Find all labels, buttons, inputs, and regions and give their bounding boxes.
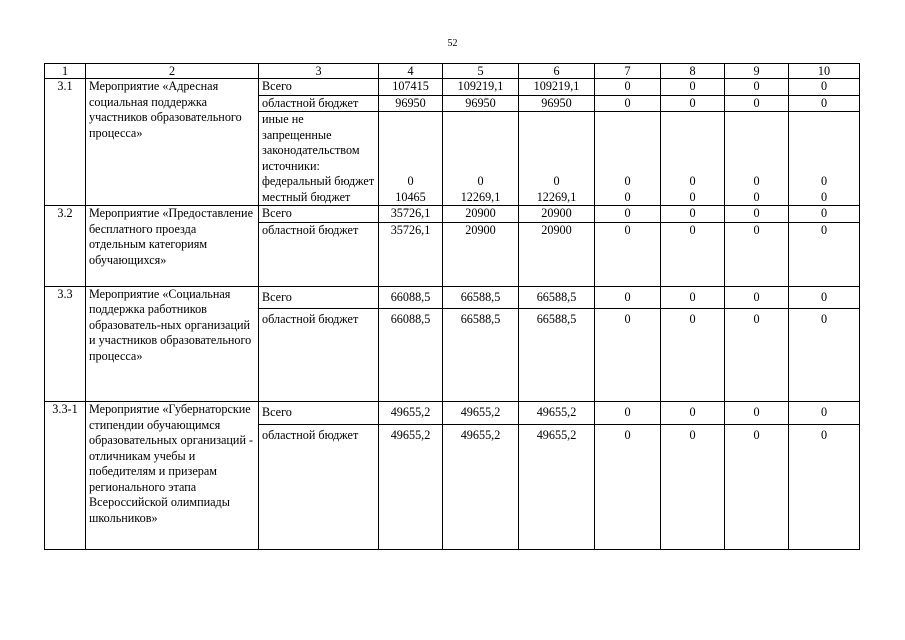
value-cell: 66088,5 xyxy=(379,309,443,402)
column-header: 10 xyxy=(789,64,860,79)
value-cell: 107415 xyxy=(379,79,443,96)
column-header: 9 xyxy=(725,64,789,79)
funding-source: областной бюджет xyxy=(259,95,379,112)
value-cell: 0 xyxy=(725,190,789,206)
value-cell: 0 xyxy=(725,286,789,309)
value-cell: 0 xyxy=(725,424,789,549)
value-cell: 0 xyxy=(661,286,725,309)
value-cell: 0 xyxy=(661,174,725,190)
table-row xyxy=(45,79,860,96)
row-number: 3.1 xyxy=(45,79,86,206)
row-number: 3.2 xyxy=(45,206,86,287)
value-cell: 0 xyxy=(789,79,860,96)
column-header: 8 xyxy=(661,64,725,79)
row-number: 3.3 xyxy=(45,286,86,402)
value-cell: 0 xyxy=(595,286,661,309)
table-row xyxy=(45,206,860,223)
value-cell: 0 xyxy=(725,402,789,425)
column-header: 3 xyxy=(259,64,379,79)
value-cell: 49655,2 xyxy=(379,402,443,425)
funding-source: Всего xyxy=(259,402,379,425)
value-cell: 20900 xyxy=(519,206,595,223)
value-cell: 49655,2 xyxy=(443,424,519,549)
funding-source: областной бюджет xyxy=(259,424,379,549)
budget-table xyxy=(44,63,860,550)
value-cell: 0 xyxy=(725,79,789,96)
value-cell: 10465 xyxy=(379,190,443,206)
value-cell: 0 xyxy=(725,174,789,190)
value-cell: 0 xyxy=(661,79,725,96)
table-row xyxy=(45,286,860,309)
value-cell: 0 xyxy=(595,174,661,190)
funding-source: областной бюджет xyxy=(259,309,379,402)
funding-source: Всего xyxy=(259,286,379,309)
value-cell: 96950 xyxy=(443,95,519,112)
value-cell: 0 xyxy=(789,424,860,549)
value-cell: 66588,5 xyxy=(443,286,519,309)
value-cell: 0 xyxy=(661,95,725,112)
value-cell: 0 xyxy=(661,206,725,223)
value-cell: 109219,1 xyxy=(443,79,519,96)
value-cell: 0 xyxy=(789,222,860,286)
value-cell: 0 xyxy=(789,286,860,309)
value-cell: 49655,2 xyxy=(443,402,519,425)
value-cell: 0 xyxy=(789,402,860,425)
value-cell: 0 xyxy=(379,174,443,190)
measure-name: Мероприятие «Предоставление бесплатного проезда отдельным категориям обучающихся» xyxy=(86,206,259,287)
funding-source: областной бюджет xyxy=(259,222,379,286)
value-cell: 12269,1 xyxy=(443,190,519,206)
column-header: 5 xyxy=(443,64,519,79)
value-cell: 0 xyxy=(789,190,860,206)
value-cell: 66588,5 xyxy=(519,309,595,402)
value-cell: 12269,1 xyxy=(519,190,595,206)
funding-source: местный бюджет xyxy=(259,190,379,206)
value-cell: 0 xyxy=(661,402,725,425)
value-cell: 0 xyxy=(595,424,661,549)
value-cell: 0 xyxy=(661,190,725,206)
value-cell: 35726,1 xyxy=(379,206,443,223)
funding-source: иные не запрещенные законодательством источники: xyxy=(259,112,379,175)
column-header: 4 xyxy=(379,64,443,79)
value-cell: 0 xyxy=(725,95,789,112)
value-cell: 20900 xyxy=(519,222,595,286)
value-cell: 0 xyxy=(789,206,860,223)
value-cell: 0 xyxy=(595,309,661,402)
value-cell: 0 xyxy=(595,190,661,206)
value-cell: 49655,2 xyxy=(519,402,595,425)
measure-name: Мероприятие «Губернаторские стипендии обучающимся образовательных организаций - отличникам учебы и победителям и призерам регионального этапа Всероссийской олимпиады школьников» xyxy=(86,402,259,550)
column-header: 1 xyxy=(45,64,86,79)
value-cell: 0 xyxy=(519,174,595,190)
value-cell: 0 xyxy=(789,174,860,190)
value-cell: 0 xyxy=(595,79,661,96)
page-number: 52 xyxy=(447,38,458,49)
value-cell: 96950 xyxy=(379,95,443,112)
value-cell: 49655,2 xyxy=(519,424,595,549)
value-cell: 49655,2 xyxy=(379,424,443,549)
table-row xyxy=(45,402,860,425)
header-row xyxy=(45,64,860,79)
value-cell: 0 xyxy=(661,222,725,286)
funding-source: Всего xyxy=(259,79,379,96)
value-cell: 0 xyxy=(661,424,725,549)
value-cell: 20900 xyxy=(443,222,519,286)
value-cell: 35726,1 xyxy=(379,222,443,286)
value-cell: 109219,1 xyxy=(519,79,595,96)
measure-name: Мероприятие «Социальная поддержка работников образователь-ных организаций и участников образовательного процесса» xyxy=(86,286,259,402)
value-cell: 0 xyxy=(725,309,789,402)
value-cell: 0 xyxy=(595,95,661,112)
value-cell: 66588,5 xyxy=(443,309,519,402)
row-number: 3.3-1 xyxy=(45,402,86,550)
funding-source: федеральный бюджет xyxy=(259,174,379,190)
value-cell: 0 xyxy=(443,174,519,190)
value-cell: 96950 xyxy=(519,95,595,112)
value-cell: 20900 xyxy=(443,206,519,223)
column-header: 6 xyxy=(519,64,595,79)
value-cell: 0 xyxy=(725,206,789,223)
value-cell: 0 xyxy=(661,309,725,402)
column-header: 7 xyxy=(595,64,661,79)
value-cell: 66588,5 xyxy=(519,286,595,309)
value-cell: 0 xyxy=(789,309,860,402)
value-cell: 0 xyxy=(725,222,789,286)
value-cell: 0 xyxy=(789,95,860,112)
value-cell: 0 xyxy=(595,222,661,286)
value-cell: 0 xyxy=(595,206,661,223)
funding-source: Всего xyxy=(259,206,379,223)
column-header: 2 xyxy=(86,64,259,79)
measure-name: Мероприятие «Адресная социальная поддержка участников образовательного процесса» xyxy=(86,79,259,206)
value-cell: 0 xyxy=(595,402,661,425)
value-cell: 66088,5 xyxy=(379,286,443,309)
